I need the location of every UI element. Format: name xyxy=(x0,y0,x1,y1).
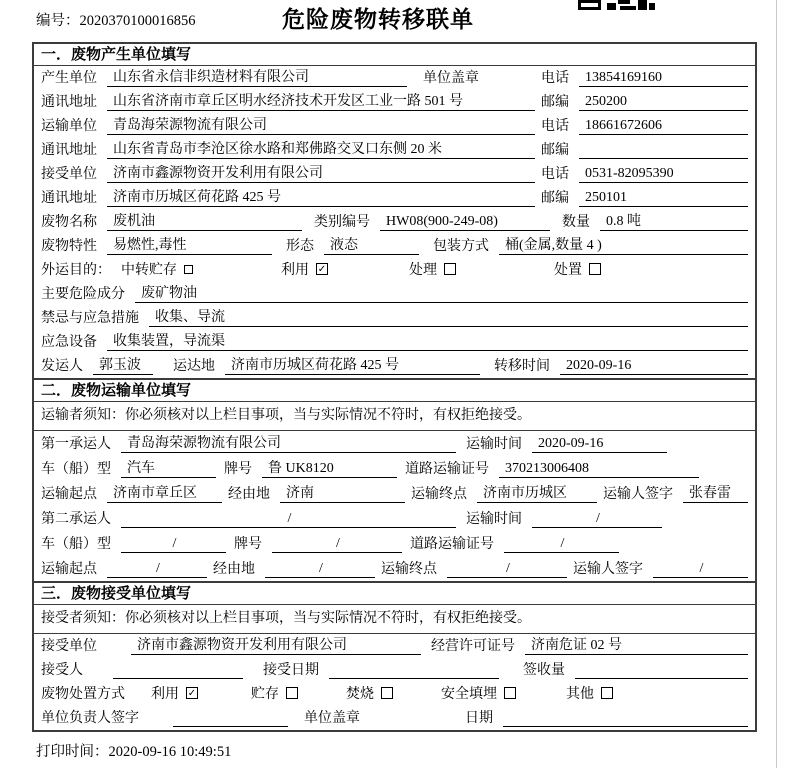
receiver-notice: 接受者须知：你必须核对以上栏目事项，当与实际情况不符时，有权拒绝接受。 xyxy=(34,605,755,634)
end1-value: 济南市历城区 xyxy=(477,485,597,503)
section-transporter xyxy=(32,378,757,583)
print-time-label: 打印时间： xyxy=(36,744,109,760)
carrier2-label: 第二承运人 xyxy=(41,512,111,527)
quantity-label: 数量 xyxy=(562,215,590,230)
form-row-route2 xyxy=(34,556,755,581)
section-producer xyxy=(32,42,757,380)
accept-unit-label: 接受单位 xyxy=(41,639,97,654)
form-row-vehicle1 xyxy=(34,456,755,481)
page-edge-divider xyxy=(776,0,777,768)
form-row-receiver-address xyxy=(34,186,755,210)
transporter-notice: 运输者须知：你必须核对以上栏目事项，当与实际情况不符时，有权拒绝接受。 xyxy=(34,402,755,431)
transfer-time-label: 转移时间 xyxy=(494,359,550,374)
purpose-option-dispose-label: 处置 xyxy=(554,263,582,278)
addr3-value: 济南市历城区荷花路 425 号 xyxy=(107,189,535,207)
form-row-taboo xyxy=(34,306,755,330)
date-value xyxy=(503,710,748,727)
form-row-acceptor xyxy=(34,658,755,682)
zip3-label: 邮编 xyxy=(541,191,569,206)
shipper-value: 郭玉波 xyxy=(93,357,153,375)
addr1-value: 山东省济南市章丘区明水经济技术开发区工业一路 501 号 xyxy=(107,93,535,111)
form-row-producer-address xyxy=(34,90,755,114)
destination-label: 运达地 xyxy=(173,359,215,374)
phone1-label: 电话 xyxy=(541,71,569,86)
category-value: HW08(900-249-08) xyxy=(380,213,550,231)
form-row-disposal xyxy=(34,682,755,706)
disposal-option-utilize-label: 利用 xyxy=(151,687,179,702)
quantity-value: 0.8 吨 xyxy=(600,213,748,231)
road-license1-value: 370213006408 xyxy=(499,460,699,478)
zip2-value xyxy=(579,142,748,159)
form-row-carrier2 xyxy=(34,506,755,531)
form-row-hazard xyxy=(34,282,755,306)
date-label: 日期 xyxy=(465,711,493,726)
form-state-value: 液态 xyxy=(324,237,419,255)
via2-value: / xyxy=(265,560,375,578)
checkbox-transfer-storage xyxy=(184,265,193,274)
taboo-value: 收集、导流 xyxy=(149,309,748,327)
hazard-label: 主要危险成分 xyxy=(41,287,125,302)
receiver-value: 济南市鑫源物资开发利用有限公司 xyxy=(107,165,535,183)
vehicle1-value: 汽车 xyxy=(121,460,216,478)
checkbox-disposal-landfill xyxy=(504,687,516,699)
waste-name-value: 废机油 xyxy=(107,213,302,231)
plate1-value: 鲁 UK8120 xyxy=(262,460,397,478)
form-row-route1 xyxy=(34,481,755,506)
form-row-carrier1 xyxy=(34,431,755,456)
print-time-value: 2020-09-16 10:49:51 xyxy=(108,744,232,760)
zip2-label: 邮编 xyxy=(541,143,569,158)
disposal-option-store xyxy=(251,683,346,703)
origin2-value: / xyxy=(107,560,207,578)
transporter-label: 运输单位 xyxy=(41,119,97,134)
origin1-value: 济南市章丘区 xyxy=(107,485,222,503)
end2-value: / xyxy=(447,560,567,578)
operating-license-label: 经营许可证号 xyxy=(431,639,515,654)
vehicle2-label: 车（船）型 xyxy=(41,537,111,552)
packaging-value: 桶(金属,数量 4 ) xyxy=(499,237,748,255)
form-row-waste-characteristics xyxy=(34,234,755,258)
signer2-label: 运输人签字 xyxy=(573,562,643,577)
addr2-value: 山东省青岛市李沧区徐水路和郑佛路交叉口东侧 20 米 xyxy=(107,141,535,159)
packaging-label: 包装方式 xyxy=(433,239,489,254)
road-license1-label: 道路运输证号 xyxy=(405,462,489,477)
plate2-label: 牌号 xyxy=(234,537,262,552)
document-header xyxy=(0,0,796,42)
origin1-label: 运输起点 xyxy=(41,487,97,502)
zip1-value: 250200 xyxy=(579,93,748,111)
form-row-equipment xyxy=(34,330,755,354)
equipment-value: 收集装置，导流渠 xyxy=(107,333,748,351)
document-number-value: 2020370100016856 xyxy=(79,13,196,29)
plate1-label: 牌号 xyxy=(224,462,252,477)
form-row-accept-unit xyxy=(34,634,755,658)
checkbox-disposal-store xyxy=(286,687,298,699)
purpose-option-dispose xyxy=(554,259,601,279)
checkbox-disposal-utilize: ✓ xyxy=(187,688,197,699)
accept-date-value xyxy=(329,662,499,679)
taboo-label: 禁忌与应急措施 xyxy=(41,311,139,326)
category-label: 类别编号 xyxy=(314,215,370,230)
accept-date-label: 接受日期 xyxy=(263,663,319,678)
disposal-option-other xyxy=(566,683,613,703)
checkbox-treat xyxy=(444,263,456,275)
purpose-option-transfer-storage xyxy=(121,259,281,279)
signer1-value: 张春雷 xyxy=(683,485,748,503)
transporter-value: 青岛海荣源物流有限公司 xyxy=(107,117,535,135)
purpose-option-treat xyxy=(409,259,554,279)
disposal-option-utilize xyxy=(151,683,251,703)
disposal-option-landfill-label: 安全填埋 xyxy=(441,687,497,702)
carrier1-label: 第一承运人 xyxy=(41,437,111,452)
manager-sign-value xyxy=(173,710,288,727)
road-license2-label: 道路运输证号 xyxy=(410,537,494,552)
vehicle1-label: 车（船）型 xyxy=(41,462,111,477)
addr2-label: 通讯地址 xyxy=(41,143,97,158)
purpose-option-utilize xyxy=(281,259,409,279)
origin2-label: 运输起点 xyxy=(41,562,97,577)
plate2-value: / xyxy=(272,535,402,553)
transport-time1-label: 运输时间 xyxy=(466,437,522,452)
unit-seal-label: 单位盖章 xyxy=(423,71,479,86)
operating-license-value: 济南危证 02 号 xyxy=(525,637,748,655)
acceptor-value xyxy=(113,662,243,679)
received-qty-value xyxy=(575,662,748,679)
disposal-option-incinerate-label: 焚烧 xyxy=(346,687,374,702)
section-receiver xyxy=(32,581,757,732)
characteristics-label: 废物特性 xyxy=(41,239,97,254)
producer-unit-value: 山东省永信非织造材料有限公司 xyxy=(107,69,407,87)
shipper-label: 发运人 xyxy=(41,359,83,374)
phone3-value: 0531-82095390 xyxy=(579,165,748,183)
form-row-manager-sign xyxy=(34,706,755,730)
zip1-label: 邮编 xyxy=(541,95,569,110)
checkbox-dispose xyxy=(589,263,601,275)
purpose-label: 外运目的： xyxy=(41,263,111,278)
disposal-option-incinerate xyxy=(346,683,441,703)
disposal-method-label: 废物处置方式 xyxy=(41,687,125,702)
transfer-time-value: 2020-09-16 xyxy=(560,357,748,375)
purpose-option-treat-label: 处理 xyxy=(409,263,437,278)
via1-label: 经由地 xyxy=(228,487,270,502)
form-row-transporter xyxy=(34,114,755,138)
form-row-vehicle2 xyxy=(34,531,755,556)
producer-unit-label: 产生单位 xyxy=(41,71,97,86)
checkbox-utilize: ✓ xyxy=(317,264,327,275)
section-producer-title: 一．废物产生单位填写 xyxy=(34,44,755,66)
disposal-option-store-label: 贮存 xyxy=(251,687,279,702)
document-number-label: 编号： xyxy=(36,13,80,29)
form-row-shipper xyxy=(34,354,755,378)
disposal-option-other-label: 其他 xyxy=(566,687,594,702)
destination-value: 济南市历城区荷花路 425 号 xyxy=(225,357,480,375)
phone3-label: 电话 xyxy=(541,167,569,182)
transport-time1-value: 2020-09-16 xyxy=(532,435,667,453)
qr-code-fragment xyxy=(578,0,658,11)
signer1-label: 运输人签字 xyxy=(603,487,673,502)
form-row-waste-name xyxy=(34,210,755,234)
received-qty-label: 签收量 xyxy=(523,663,565,678)
form-state-label: 形态 xyxy=(286,239,314,254)
characteristics-value: 易燃性,毒性 xyxy=(107,237,272,255)
acceptor-label: 接受人 xyxy=(41,663,83,678)
transport-time2-label: 运输时间 xyxy=(466,512,522,527)
print-time xyxy=(36,740,796,761)
receiver-seal-label: 单位盖章 xyxy=(304,711,360,726)
receiver-label: 接受单位 xyxy=(41,167,97,182)
disposal-option-landfill xyxy=(441,683,566,703)
section-receiver-title: 三．废物接受单位填写 xyxy=(34,583,755,605)
transport-time2-value: / xyxy=(532,510,662,528)
zip3-value: 250101 xyxy=(579,189,748,207)
form-row-transporter-address xyxy=(34,138,755,162)
checkbox-disposal-other xyxy=(601,687,613,699)
equipment-label: 应急设备 xyxy=(41,335,97,350)
waste-name-label: 废物名称 xyxy=(41,215,97,230)
road-license2-value: / xyxy=(504,535,619,553)
addr3-label: 通讯地址 xyxy=(41,191,97,206)
carrier2-value: / xyxy=(121,510,456,528)
form-row-receiver xyxy=(34,162,755,186)
phone1-value: 13854169160 xyxy=(579,69,748,87)
purpose-option-utilize-label: 利用 xyxy=(281,263,309,278)
manager-sign-label: 单位负责人签字 xyxy=(41,711,139,726)
hazard-value: 废矿物油 xyxy=(135,285,748,303)
purpose-option-transfer-storage-label: 中转贮存 xyxy=(121,263,177,278)
accept-unit-value: 济南市鑫源物资开发利用有限公司 xyxy=(131,637,421,655)
checkbox-disposal-incinerate xyxy=(381,687,393,699)
phone2-label: 电话 xyxy=(541,119,569,134)
section-transporter-title: 二．废物运输单位填写 xyxy=(34,380,755,402)
page-title: 危险废物转移联单 xyxy=(282,7,474,32)
via2-label: 经由地 xyxy=(213,562,255,577)
form-row-producer xyxy=(34,66,755,90)
via1-value: 济南 xyxy=(280,485,405,503)
addr1-label: 通讯地址 xyxy=(41,95,97,110)
form-row-purpose xyxy=(34,258,755,282)
end2-label: 运输终点 xyxy=(381,562,437,577)
carrier1-value: 青岛海荣源物流有限公司 xyxy=(121,435,456,453)
signer2-value: / xyxy=(653,560,748,578)
end1-label: 运输终点 xyxy=(411,487,467,502)
phone2-value: 18661672606 xyxy=(579,117,748,135)
vehicle2-value: / xyxy=(121,535,226,553)
